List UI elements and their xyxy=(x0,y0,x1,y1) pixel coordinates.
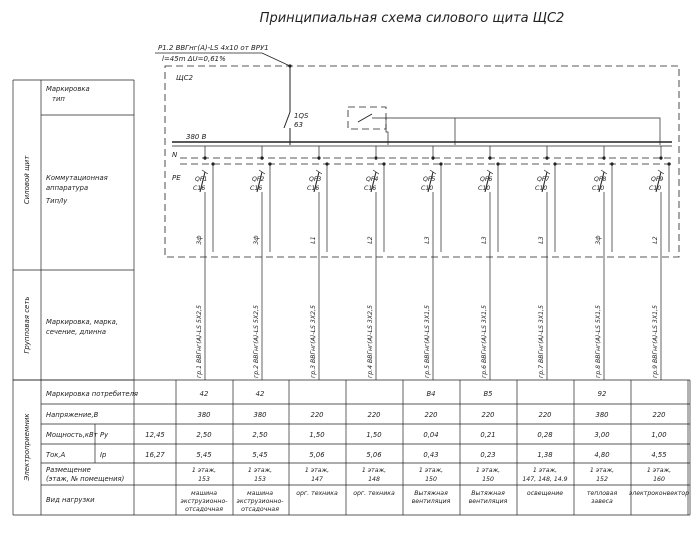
voltage-cell-9: 220 xyxy=(652,411,666,419)
load-type-8-2: завеса xyxy=(591,498,613,505)
breaker-rating-5: C10 xyxy=(421,185,434,192)
placement-floor-5: 1 этаж, xyxy=(418,467,444,474)
voltage-cell-2: 380 xyxy=(253,411,267,419)
breaker-rating-7: C10 xyxy=(535,185,548,192)
panel-name: ЩС2 xyxy=(176,74,193,82)
breaker-phase-7: L3 xyxy=(538,236,545,244)
power-cell-4: 1,50 xyxy=(366,431,382,439)
placement-room-2: 153 xyxy=(254,476,266,483)
feeder-length-label: l=45m ΔU=0,61% xyxy=(162,55,226,63)
load-type-6-2: вентиляция xyxy=(468,498,508,505)
power-cell-3: 1,50 xyxy=(309,431,325,439)
cable-label-9: гр.9 ВВГнг(А)-LS 3Х1,5 xyxy=(652,305,659,378)
load-type-2-2: экструзионно- xyxy=(236,498,284,505)
placement-room-6: 150 xyxy=(482,476,494,483)
breaker-name-6: QF6 xyxy=(480,176,493,183)
breaker-rating-1: C16 xyxy=(193,185,206,192)
label-switching-2: аппаратура xyxy=(46,184,89,192)
load-type-7-1: освещение xyxy=(526,490,564,497)
power-cell-5: 0,04 xyxy=(423,431,439,439)
placement-floor-7: 1 этаж, xyxy=(532,467,558,474)
breaker-rating-6: C10 xyxy=(478,185,491,192)
total-power: 12,45 xyxy=(145,431,165,439)
current-cell-2: 5,45 xyxy=(252,451,268,459)
breaker-name-5: QF5 xyxy=(423,176,436,183)
load-type-9-1: электроконвектор xyxy=(628,490,690,497)
main-switch-rating: 63 xyxy=(294,121,303,129)
bus-n-label: N xyxy=(172,151,178,159)
label-consumer-marking: Маркировка потребителя xyxy=(46,390,139,398)
placement-room-3: 147 xyxy=(311,476,323,483)
label-load-type: Вид нагрузки xyxy=(46,496,95,504)
main-switch-label: 1QS xyxy=(294,112,309,120)
placement-floor-2: 1 этаж, xyxy=(247,467,273,474)
placement-room-1: 153 xyxy=(198,476,210,483)
breaker-phase-3: L1 xyxy=(310,236,317,244)
bus-voltage-label: 380 В xyxy=(186,133,207,141)
voltage-cell-8: 380 xyxy=(595,411,609,419)
power-cell-9: 1,00 xyxy=(651,431,667,439)
placement-floor-3: 1 этаж, xyxy=(304,467,330,474)
label-marking: Маркировка xyxy=(46,85,90,93)
feeder-cable-label: Р1.2 ВВГнг(А)-LS 4х10 от ВРУ1 xyxy=(158,44,269,52)
power-cell-2: 2,50 xyxy=(252,431,268,439)
label-power-symbol: Ру xyxy=(100,431,109,439)
placement-floor-1: 1 этаж, xyxy=(191,467,217,474)
voltage-cell-5: 220 xyxy=(424,411,438,419)
label-cable-2: сечение, длинна xyxy=(46,328,106,336)
label-current: Ток,А xyxy=(46,451,66,459)
total-current: 16,27 xyxy=(145,451,165,459)
feeder-leader-slant xyxy=(262,53,290,66)
breaker-name-3: QF3 xyxy=(309,176,322,183)
group-label-panel: Силовой щит xyxy=(23,155,31,205)
label-cable-1: Маркировка, марка, xyxy=(46,318,118,326)
interlock-contact xyxy=(358,114,372,122)
breaker-rating-8: C10 xyxy=(592,185,605,192)
placement-floor-4: 1 этаж, xyxy=(361,467,387,474)
load-type-4-1: орг. техника xyxy=(353,490,395,497)
label-switching-3: Тип/Iу xyxy=(46,197,68,205)
load-type-3-1: орг. техника xyxy=(296,490,338,497)
placement-room-4: 148 xyxy=(368,476,380,483)
voltage-cell-7: 220 xyxy=(538,411,552,419)
current-cell-6: 0,23 xyxy=(480,451,496,459)
cable-label-1: гр.1 ВВГнг(А)-LS 5Х2,5 xyxy=(196,305,203,378)
load-type-2-3: отсадочная xyxy=(241,506,279,513)
consumer-mark-2: 42 xyxy=(255,390,265,398)
breaker-columns xyxy=(181,146,690,515)
placement-room-8: 152 xyxy=(596,476,608,483)
cable-label-2: гр.2 ВВГнг(А)-LS 5Х2,5 xyxy=(253,305,260,378)
cable-label-8: гр.8 ВВГнг(А)-LS 5Х1,5 xyxy=(595,305,602,378)
breaker-name-1: QF1 xyxy=(195,176,208,183)
breaker-rating-3: C16 xyxy=(307,185,320,192)
breaker-phase-9: L2 xyxy=(652,236,659,244)
label-placement-1: Размещение xyxy=(46,466,91,474)
breaker-rating-9: C10 xyxy=(649,185,662,192)
power-cell-7: 0,28 xyxy=(537,431,553,439)
breaker-name-9: QF9 xyxy=(651,176,664,183)
bus-pe-label: PE xyxy=(172,174,181,182)
breaker-name-2: QF2 xyxy=(252,176,265,183)
group-label-consumer: Электроприемник xyxy=(23,413,31,481)
breaker-phase-1: 3ф xyxy=(196,235,203,245)
load-type-8-1: тепловая xyxy=(586,490,618,497)
group-label-network: Групповая сеть xyxy=(23,296,31,354)
breaker-phase-5: L3 xyxy=(424,236,431,244)
load-type-1-1: машина xyxy=(191,490,217,497)
load-type-1-3: отсадочная xyxy=(185,506,223,513)
breaker-name-4: QF4 xyxy=(366,176,379,183)
cable-label-5: гр.5 ВВГнг(А)-LS 3Х1,5 xyxy=(424,305,431,378)
current-cell-5: 0,43 xyxy=(423,451,439,459)
breaker-phase-2: 3ф xyxy=(253,235,260,245)
load-type-2-1: машина xyxy=(247,490,273,497)
power-cell-1: 2,50 xyxy=(196,431,212,439)
load-type-6-1: Вытяжная xyxy=(471,490,505,497)
consumer-mark-6: В5 xyxy=(483,390,493,398)
panel-enclosure xyxy=(165,66,679,257)
label-voltage: Напряжение,В xyxy=(46,411,99,419)
current-cell-1: 5,45 xyxy=(196,451,212,459)
placement-room-9: 160 xyxy=(653,476,665,483)
placement-floor-8: 1 этаж, xyxy=(589,467,615,474)
current-cell-9: 4,55 xyxy=(651,451,667,459)
voltage-cell-3: 220 xyxy=(310,411,324,419)
schematic-title: Принципиальная схема силового щита ЩС2 xyxy=(259,11,565,26)
breaker-phase-6: L3 xyxy=(481,236,488,244)
voltage-cell-6: 220 xyxy=(481,411,495,419)
load-type-1-2: экструзионно- xyxy=(180,498,228,505)
label-current-symbol: Iр xyxy=(100,451,107,459)
label-power: Мощность,кВт xyxy=(46,431,98,439)
breaker-phase-8: 3ф xyxy=(595,235,602,245)
current-cell-3: 5,06 xyxy=(309,451,325,459)
cable-label-6: гр.6 ВВГнг(А)-LS 3Х1,5 xyxy=(481,305,488,378)
cable-label-4: гр.4 ВВГнг(А)-LS 3Х2,5 xyxy=(367,305,374,378)
label-placement-2: (этаж, № помещения) xyxy=(46,475,125,483)
consumer-mark-5: В4 xyxy=(426,390,436,398)
placement-floor-6: 1 этаж, xyxy=(475,467,501,474)
power-cell-6: 0,21 xyxy=(480,431,496,439)
voltage-cell-4: 220 xyxy=(367,411,381,419)
consumer-mark-1: 42 xyxy=(199,390,209,398)
consumer-mark-8: 92 xyxy=(597,390,607,398)
placement-room-7: 147, 148, 14.9 xyxy=(522,476,568,483)
label-type: тип xyxy=(52,95,65,103)
breaker-phase-4: L2 xyxy=(367,236,374,244)
power-cell-8: 3,00 xyxy=(594,431,610,439)
breaker-rating-4: C16 xyxy=(364,185,377,192)
current-cell-4: 5,06 xyxy=(366,451,382,459)
load-type-5-2: вентиляция xyxy=(411,498,451,505)
load-type-5-1: Вытяжная xyxy=(414,490,448,497)
placement-floor-9: 1 этаж, xyxy=(646,467,672,474)
label-switching-1: Коммутационная xyxy=(46,174,108,182)
cable-label-3: гр.3 ВВГнг(А)-LS 3Х2,5 xyxy=(310,305,317,378)
breaker-rating-2: C16 xyxy=(250,185,263,192)
aux-line-top xyxy=(386,118,660,145)
placement-room-5: 150 xyxy=(425,476,437,483)
current-cell-7: 1,38 xyxy=(537,451,553,459)
incoming-node xyxy=(288,64,291,67)
voltage-cell-1: 380 xyxy=(197,411,211,419)
breaker-name-8: QF8 xyxy=(594,176,607,183)
interlock-link xyxy=(372,118,388,145)
main-switch-blade xyxy=(284,112,290,128)
cable-label-7: гр.7 ВВГнг(А)-LS 3Х1,5 xyxy=(538,305,545,378)
current-cell-8: 4,80 xyxy=(594,451,610,459)
breaker-name-7: QF7 xyxy=(537,176,550,183)
